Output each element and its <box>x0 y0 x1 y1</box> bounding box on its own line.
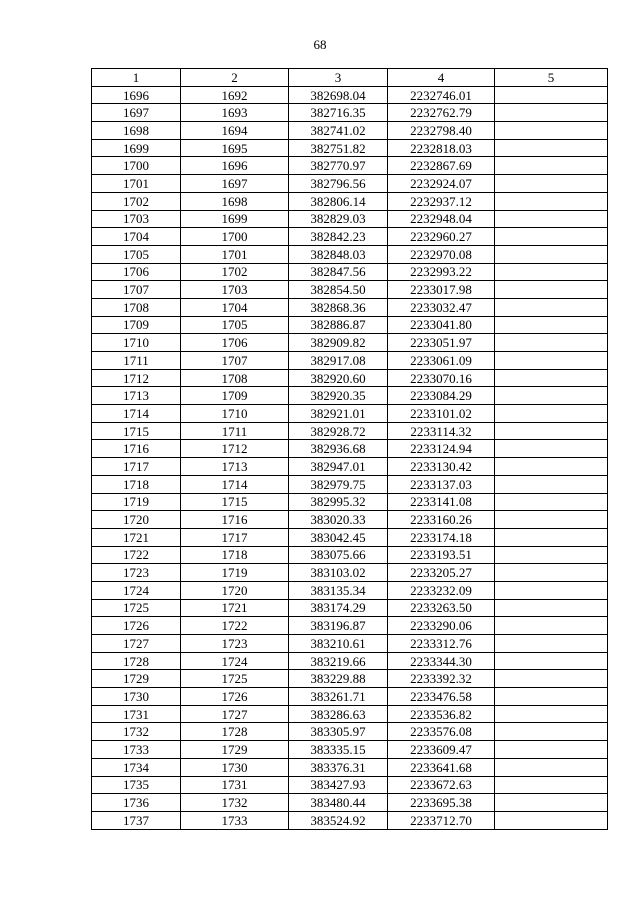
table-cell-col-3: 382868.36 <box>289 298 388 316</box>
coordinates-table <box>91 68 608 830</box>
table-cell-col-5 <box>495 352 608 370</box>
table-cell-col-4: 2233672.63 <box>388 776 495 794</box>
table-cell-col-1: 1700 <box>92 157 181 175</box>
table-row <box>92 86 608 104</box>
table-row <box>92 263 608 281</box>
table-row <box>92 369 608 387</box>
table-cell-col-2: 1708 <box>181 369 289 387</box>
table-cell-col-4: 2233232.09 <box>388 581 495 599</box>
table-cell-col-5 <box>495 298 608 316</box>
table-cell-col-5 <box>495 794 608 812</box>
table-cell-col-3: 383261.71 <box>289 688 388 706</box>
table-cell-col-1: 1726 <box>92 617 181 635</box>
table-cell-col-1: 1709 <box>92 316 181 334</box>
table-cell-col-5 <box>495 652 608 670</box>
table-cell-col-3: 382928.72 <box>289 422 388 440</box>
table-cell-col-2: 1704 <box>181 298 289 316</box>
table-row <box>92 511 608 529</box>
table-cell-col-2: 1733 <box>181 811 289 829</box>
table-cell-col-5 <box>495 369 608 387</box>
table-row <box>92 334 608 352</box>
table-row <box>92 811 608 829</box>
table-cell-col-1: 1699 <box>92 139 181 157</box>
table-cell-col-5 <box>495 245 608 263</box>
table-cell-col-2: 1719 <box>181 564 289 582</box>
table-cell-col-2: 1711 <box>181 422 289 440</box>
table-cell-col-1: 1696 <box>92 86 181 104</box>
table-row <box>92 599 608 617</box>
table-cell-col-4: 2232924.07 <box>388 175 495 193</box>
table-cell-col-4: 2232960.27 <box>388 228 495 246</box>
table-cell-col-1: 1715 <box>92 422 181 440</box>
table-cell-col-4: 2233476.58 <box>388 688 495 706</box>
table-cell-col-2: 1702 <box>181 263 289 281</box>
table-cell-col-1: 1697 <box>92 104 181 122</box>
table-cell-col-3: 382751.82 <box>289 139 388 157</box>
table-cell-col-5 <box>495 776 608 794</box>
table-row <box>92 122 608 140</box>
table-cell-col-4: 2232867.69 <box>388 157 495 175</box>
table-cell-col-1: 1704 <box>92 228 181 246</box>
table-cell-col-5 <box>495 564 608 582</box>
table-cell-col-1: 1698 <box>92 122 181 140</box>
table-cell-col-1: 1733 <box>92 741 181 759</box>
table-cell-col-1: 1714 <box>92 405 181 423</box>
table-cell-col-3: 383174.29 <box>289 599 388 617</box>
table-cell-col-5 <box>495 705 608 723</box>
table-cell-col-1: 1727 <box>92 635 181 653</box>
table-row <box>92 316 608 334</box>
table-cell-col-3: 382770.97 <box>289 157 388 175</box>
table-cell-col-3: 382698.04 <box>289 86 388 104</box>
table-cell-col-5 <box>495 511 608 529</box>
table-cell-col-2: 1697 <box>181 175 289 193</box>
table-row <box>92 440 608 458</box>
table-cell-col-4: 2233114.32 <box>388 422 495 440</box>
table-row <box>92 139 608 157</box>
table-cell-col-1: 1728 <box>92 652 181 670</box>
table-cell-col-4: 2233712.70 <box>388 811 495 829</box>
table-cell-col-5 <box>495 528 608 546</box>
table-cell-col-4: 2232970.08 <box>388 245 495 263</box>
table-cell-col-3: 383286.63 <box>289 705 388 723</box>
table-row <box>92 705 608 723</box>
table-cell-col-4: 2233174.18 <box>388 528 495 546</box>
table-cell-col-4: 2233695.38 <box>388 794 495 812</box>
table-cell-col-3: 383305.97 <box>289 723 388 741</box>
table-cell-col-5 <box>495 316 608 334</box>
table-cell-col-4: 2233344.30 <box>388 652 495 670</box>
table-row <box>92 192 608 210</box>
table-cell-col-2: 1723 <box>181 635 289 653</box>
table-cell-col-4: 2233536.82 <box>388 705 495 723</box>
table-cell-col-4: 2233609.47 <box>388 741 495 759</box>
table-cell-col-3: 383020.33 <box>289 511 388 529</box>
table-row <box>92 405 608 423</box>
table-cell-col-5 <box>495 758 608 776</box>
table-row <box>92 741 608 759</box>
table-cell-col-1: 1719 <box>92 493 181 511</box>
table-cell-col-3: 382806.14 <box>289 192 388 210</box>
table-cell-col-3: 383427.93 <box>289 776 388 794</box>
table-cell-col-4: 2232798.40 <box>388 122 495 140</box>
table-cell-col-3: 382854.50 <box>289 281 388 299</box>
table-cell-col-4: 2232818.03 <box>388 139 495 157</box>
table-cell-col-5 <box>495 723 608 741</box>
table-cell-col-1: 1716 <box>92 440 181 458</box>
table-cell-col-4: 2233041.80 <box>388 316 495 334</box>
table-cell-col-5 <box>495 192 608 210</box>
table-cell-col-2: 1725 <box>181 670 289 688</box>
column-header-3: 3 <box>289 69 388 87</box>
table-cell-col-4: 2233392.32 <box>388 670 495 688</box>
table-cell-col-1: 1701 <box>92 175 181 193</box>
table-cell-col-5 <box>495 175 608 193</box>
table-cell-col-2: 1701 <box>181 245 289 263</box>
table-cell-col-5 <box>495 387 608 405</box>
table-cell-col-2: 1692 <box>181 86 289 104</box>
table-cell-col-3: 382979.75 <box>289 475 388 493</box>
table-cell-col-1: 1731 <box>92 705 181 723</box>
table-cell-col-5 <box>495 157 608 175</box>
table-row <box>92 210 608 228</box>
table-cell-col-2: 1694 <box>181 122 289 140</box>
table-cell-col-2: 1731 <box>181 776 289 794</box>
table-row <box>92 422 608 440</box>
table-cell-col-1: 1713 <box>92 387 181 405</box>
table-cell-col-5 <box>495 139 608 157</box>
table-cell-col-3: 383376.31 <box>289 758 388 776</box>
table-cell-col-4: 2233061.09 <box>388 352 495 370</box>
table-row <box>92 157 608 175</box>
table-cell-col-2: 1703 <box>181 281 289 299</box>
table-cell-col-5 <box>495 210 608 228</box>
table-cell-col-4: 2233051.97 <box>388 334 495 352</box>
table-cell-col-4: 2233312.76 <box>388 635 495 653</box>
table-cell-col-5 <box>495 599 608 617</box>
table-cell-col-1: 1732 <box>92 723 181 741</box>
table-cell-col-5 <box>495 86 608 104</box>
table-row <box>92 475 608 493</box>
table-cell-col-3: 383135.34 <box>289 581 388 599</box>
table-cell-col-3: 383042.45 <box>289 528 388 546</box>
table-row <box>92 228 608 246</box>
table-cell-col-4: 2233124.94 <box>388 440 495 458</box>
column-header-1: 1 <box>92 69 181 87</box>
table-cell-col-3: 383103.02 <box>289 564 388 582</box>
table-cell-col-2: 1699 <box>181 210 289 228</box>
table-row <box>92 458 608 476</box>
table-cell-col-2: 1706 <box>181 334 289 352</box>
table-cell-col-4: 2233084.29 <box>388 387 495 405</box>
table-cell-col-3: 383196.87 <box>289 617 388 635</box>
table-cell-col-2: 1693 <box>181 104 289 122</box>
table-cell-col-1: 1723 <box>92 564 181 582</box>
table-cell-col-3: 382796.56 <box>289 175 388 193</box>
table-row <box>92 564 608 582</box>
table-cell-col-3: 382909.82 <box>289 334 388 352</box>
table-cell-col-3: 383335.15 <box>289 741 388 759</box>
table-cell-col-5 <box>495 670 608 688</box>
table-cell-col-1: 1718 <box>92 475 181 493</box>
table-cell-col-4: 2233032.47 <box>388 298 495 316</box>
table-cell-col-3: 382847.56 <box>289 263 388 281</box>
table-cell-col-5 <box>495 122 608 140</box>
table-cell-col-2: 1707 <box>181 352 289 370</box>
table-cell-col-1: 1721 <box>92 528 181 546</box>
table-cell-col-3: 382936.68 <box>289 440 388 458</box>
table-body <box>92 86 608 829</box>
table-row <box>92 298 608 316</box>
table-cell-col-2: 1716 <box>181 511 289 529</box>
table-cell-col-4: 2233017.98 <box>388 281 495 299</box>
table-cell-col-2: 1721 <box>181 599 289 617</box>
table-cell-col-2: 1724 <box>181 652 289 670</box>
table-cell-col-1: 1708 <box>92 298 181 316</box>
table-cell-col-4: 2233193.51 <box>388 546 495 564</box>
table-cell-col-2: 1728 <box>181 723 289 741</box>
table-cell-col-5 <box>495 228 608 246</box>
table-cell-col-4: 2232746.01 <box>388 86 495 104</box>
table-cell-col-3: 382920.35 <box>289 387 388 405</box>
table-cell-col-4: 2232993.22 <box>388 263 495 281</box>
table-row <box>92 493 608 511</box>
column-header-5: 5 <box>495 69 608 87</box>
table-cell-col-5 <box>495 635 608 653</box>
table-cell-col-2: 1712 <box>181 440 289 458</box>
table-cell-col-1: 1707 <box>92 281 181 299</box>
table-cell-col-4: 2233290.06 <box>388 617 495 635</box>
table-cell-col-2: 1727 <box>181 705 289 723</box>
table-cell-col-1: 1735 <box>92 776 181 794</box>
table-cell-col-2: 1717 <box>181 528 289 546</box>
table-cell-col-1: 1720 <box>92 511 181 529</box>
table-cell-col-1: 1717 <box>92 458 181 476</box>
table-cell-col-4: 2233070.16 <box>388 369 495 387</box>
table-cell-col-1: 1706 <box>92 263 181 281</box>
table-cell-col-5 <box>495 405 608 423</box>
table-cell-col-1: 1734 <box>92 758 181 776</box>
table-row <box>92 617 608 635</box>
table-row <box>92 688 608 706</box>
table-header <box>92 69 608 87</box>
table-cell-col-4: 2233205.27 <box>388 564 495 582</box>
table-cell-col-5 <box>495 334 608 352</box>
table-cell-col-5 <box>495 281 608 299</box>
table-cell-col-2: 1695 <box>181 139 289 157</box>
table-cell-col-1: 1705 <box>92 245 181 263</box>
table-row <box>92 652 608 670</box>
table-cell-col-2: 1730 <box>181 758 289 776</box>
table-cell-col-4: 2233130.42 <box>388 458 495 476</box>
table-row <box>92 723 608 741</box>
table-row <box>92 104 608 122</box>
table-cell-col-3: 382995.32 <box>289 493 388 511</box>
table-cell-col-5 <box>495 475 608 493</box>
table-cell-col-2: 1700 <box>181 228 289 246</box>
table-cell-col-5 <box>495 546 608 564</box>
table-cell-col-4: 2233263.50 <box>388 599 495 617</box>
table-cell-col-3: 382920.60 <box>289 369 388 387</box>
table-cell-col-1: 1703 <box>92 210 181 228</box>
table-cell-col-4: 2233101.02 <box>388 405 495 423</box>
table-cell-col-3: 382886.87 <box>289 316 388 334</box>
table-cell-col-5 <box>495 458 608 476</box>
table-cell-col-3: 383229.88 <box>289 670 388 688</box>
table-row <box>92 352 608 370</box>
table-row <box>92 581 608 599</box>
table-cell-col-5 <box>495 104 608 122</box>
table-cell-col-3: 382848.03 <box>289 245 388 263</box>
table-cell-col-4: 2232948.04 <box>388 210 495 228</box>
table-cell-col-2: 1715 <box>181 493 289 511</box>
table-cell-col-3: 383210.61 <box>289 635 388 653</box>
table-cell-col-2: 1729 <box>181 741 289 759</box>
table-row <box>92 670 608 688</box>
table-cell-col-5 <box>495 811 608 829</box>
table-row <box>92 175 608 193</box>
table-cell-col-1: 1712 <box>92 369 181 387</box>
table-cell-col-4: 2233576.08 <box>388 723 495 741</box>
table-cell-col-1: 1736 <box>92 794 181 812</box>
table-cell-col-4: 2233141.08 <box>388 493 495 511</box>
table-cell-col-5 <box>495 422 608 440</box>
table-cell-col-2: 1705 <box>181 316 289 334</box>
table-cell-col-3: 382917.08 <box>289 352 388 370</box>
table-cell-col-2: 1720 <box>181 581 289 599</box>
page-number: 68 <box>313 37 327 52</box>
table-cell-col-5 <box>495 493 608 511</box>
table-cell-col-3: 382741.02 <box>289 122 388 140</box>
table-cell-col-2: 1709 <box>181 387 289 405</box>
column-header-4: 4 <box>388 69 495 87</box>
table-cell-col-1: 1722 <box>92 546 181 564</box>
table-cell-col-1: 1711 <box>92 352 181 370</box>
table-cell-col-3: 383480.44 <box>289 794 388 812</box>
table-cell-col-3: 383524.92 <box>289 811 388 829</box>
table-cell-col-1: 1724 <box>92 581 181 599</box>
table-row <box>92 758 608 776</box>
table-cell-col-3: 382947.01 <box>289 458 388 476</box>
table-cell-col-3: 383075.66 <box>289 546 388 564</box>
table-cell-col-4: 2233137.03 <box>388 475 495 493</box>
table-cell-col-1: 1729 <box>92 670 181 688</box>
table-cell-col-5 <box>495 581 608 599</box>
table-cell-col-5 <box>495 263 608 281</box>
table-cell-col-2: 1718 <box>181 546 289 564</box>
table-cell-col-1: 1730 <box>92 688 181 706</box>
table-cell-col-5 <box>495 688 608 706</box>
table-cell-col-2: 1732 <box>181 794 289 812</box>
table-cell-col-4: 2232762.79 <box>388 104 495 122</box>
table-row <box>92 776 608 794</box>
table-cell-col-2: 1714 <box>181 475 289 493</box>
table-cell-col-4: 2233641.68 <box>388 758 495 776</box>
table-cell-col-1: 1737 <box>92 811 181 829</box>
table-cell-col-3: 382842.23 <box>289 228 388 246</box>
table-cell-col-4: 2233160.26 <box>388 511 495 529</box>
table-row <box>92 528 608 546</box>
table-cell-col-2: 1722 <box>181 617 289 635</box>
table-cell-col-5 <box>495 741 608 759</box>
header-row <box>92 69 608 87</box>
column-header-2: 2 <box>181 69 289 87</box>
table-cell-col-1: 1702 <box>92 192 181 210</box>
table-cell-col-2: 1696 <box>181 157 289 175</box>
table-row <box>92 546 608 564</box>
table-row <box>92 245 608 263</box>
table-cell-col-5 <box>495 440 608 458</box>
table-cell-col-2: 1698 <box>181 192 289 210</box>
table-row <box>92 387 608 405</box>
table-cell-col-3: 383219.66 <box>289 652 388 670</box>
table-cell-col-2: 1713 <box>181 458 289 476</box>
table-row <box>92 281 608 299</box>
table-cell-col-2: 1726 <box>181 688 289 706</box>
table-cell-col-5 <box>495 617 608 635</box>
table-row <box>92 635 608 653</box>
table-cell-col-1: 1710 <box>92 334 181 352</box>
table-cell-col-3: 382716.35 <box>289 104 388 122</box>
table-cell-col-3: 382829.03 <box>289 210 388 228</box>
table-cell-col-4: 2232937.12 <box>388 192 495 210</box>
table-row <box>92 794 608 812</box>
table-cell-col-2: 1710 <box>181 405 289 423</box>
table-cell-col-1: 1725 <box>92 599 181 617</box>
table-cell-col-3: 382921.01 <box>289 405 388 423</box>
